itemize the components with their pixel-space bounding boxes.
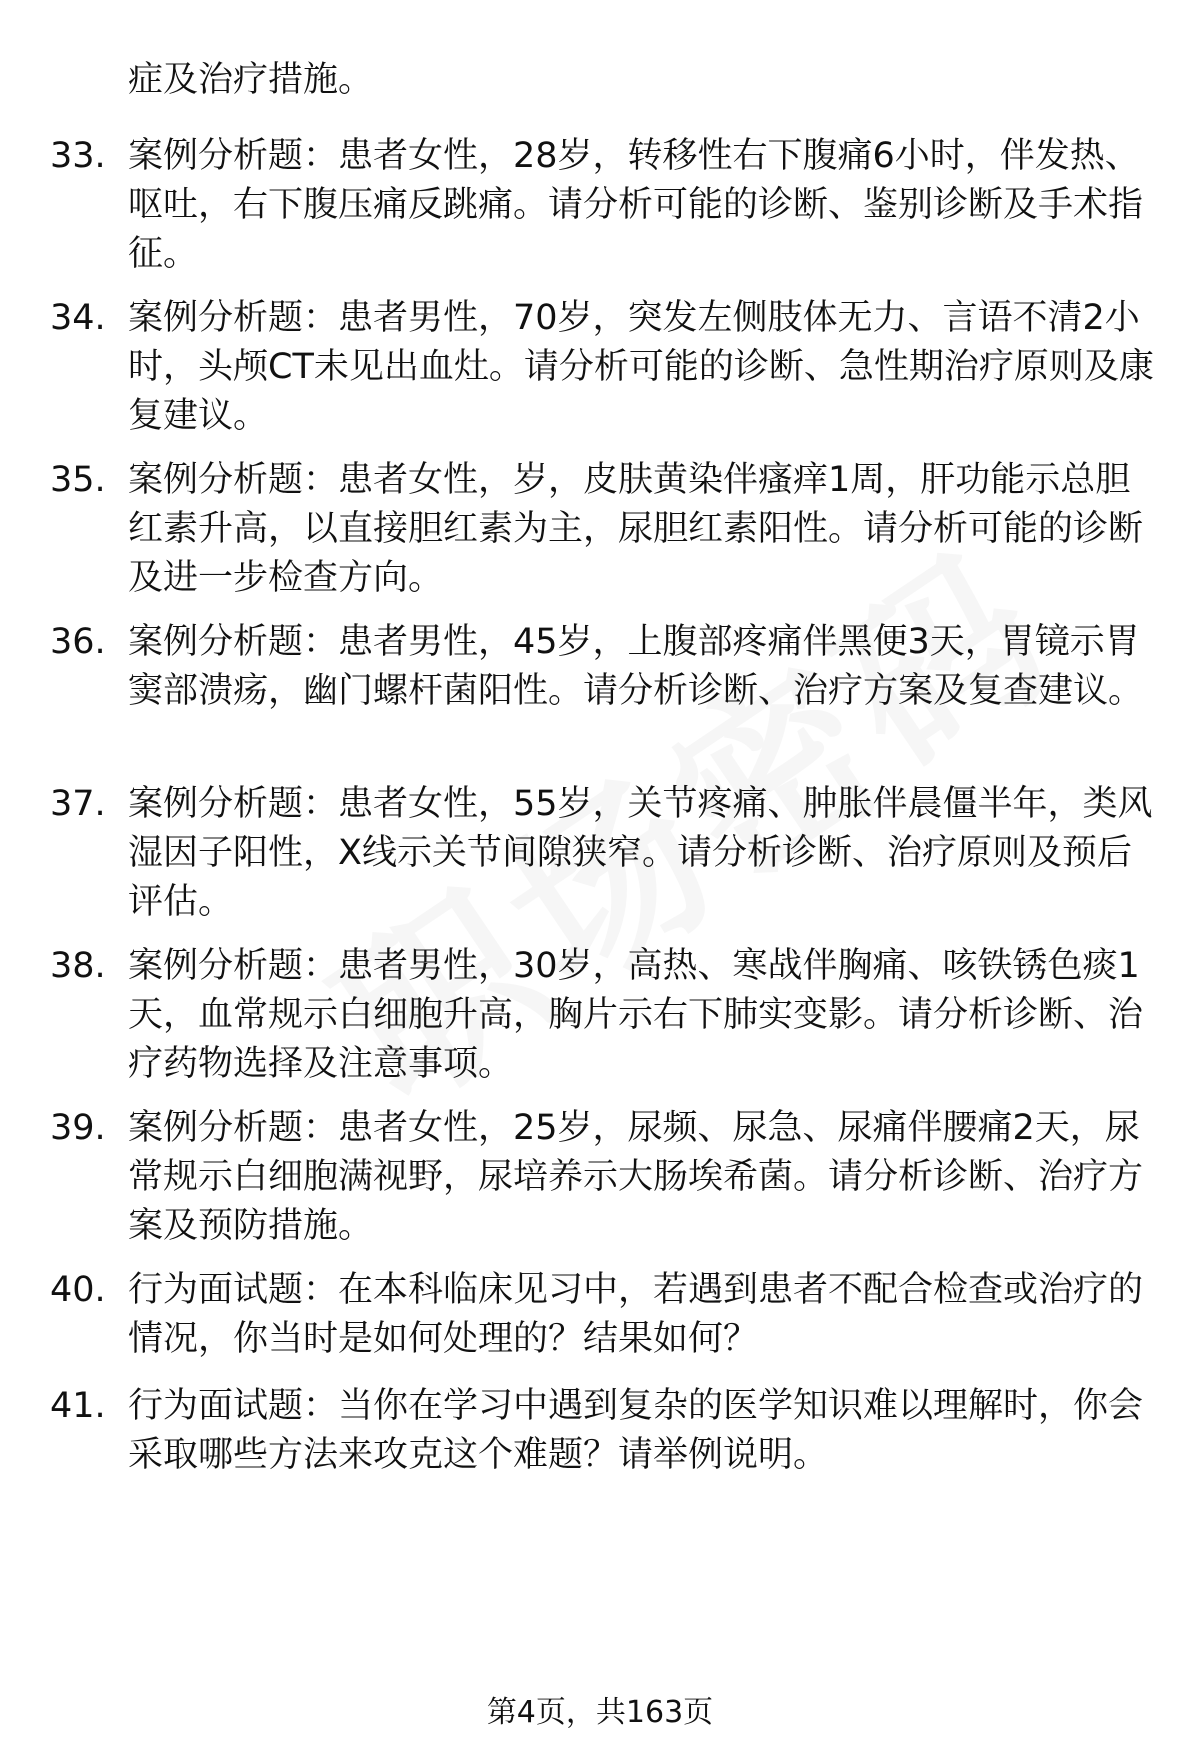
question-number: 36.	[50, 622, 106, 662]
question-number: 37.	[50, 784, 106, 824]
question-number: 38.	[50, 946, 106, 986]
question-text: 案例分析题：患者女性，岁，皮肤黄染伴瘙痒1周，肝功能示总胆红素升高，以直接胆红素为主，尿胆红素阳性。请分析可能的诊断及进一步检查方向。	[128, 460, 1144, 598]
question-number: 41.	[50, 1386, 106, 1426]
question-text: 案例分析题：患者男性，30岁，高热、寒战伴胸痛、咳铁锈色痰1天，血常规示白细胞升高，胸片示右下肺实变影。请分析诊断、治疗药物选择及注意事项。	[128, 946, 1144, 1084]
question-text: 案例分析题：患者男性，70岁，突发左侧肢体无力、言语不清2小时，头颅CT未见出血灶。请分析可能的诊断、急性期治疗原则及康复建议。	[128, 298, 1154, 436]
question-text: 案例分析题：患者女性，55岁，关节疼痛、肿胀伴晨僵半年，类风湿因子阳性，X线示关节间隙狭窄。请分析诊断、治疗原则及预后评估。	[128, 784, 1153, 922]
continuation-text: 症及治疗措施。	[128, 60, 374, 100]
question-item	[50, 780, 1160, 927]
question-number: 33.	[50, 136, 106, 176]
question-item	[50, 618, 1160, 716]
question-item	[50, 1382, 1160, 1480]
question-number: 40.	[50, 1270, 106, 1310]
page-footer: 第4页，共163页	[486, 1695, 714, 1730]
question-item	[50, 132, 1160, 279]
question-number: 34.	[50, 298, 106, 338]
question-item	[50, 294, 1160, 441]
question-text: 案例分析题：患者女性，28岁，转移性右下腹痛6小时，伴发热、呕吐，右下腹压痛反跳痛。请分析可能的诊断、鉴别诊断及手术指征。	[128, 136, 1144, 274]
question-item	[50, 1104, 1160, 1251]
question-item	[50, 1266, 1160, 1364]
question-text: 案例分析题：患者男性，45岁，上腹部疼痛伴黑便3天，胃镜示胃窦部溃疡，幽门螺杆菌阳性。请分析诊断、治疗方案及复查建议。	[128, 622, 1144, 711]
question-number: 39.	[50, 1108, 106, 1148]
question-item	[50, 942, 1160, 1089]
question-text: 行为面试题：当你在学习中遇到复杂的医学知识难以理解时，你会采取哪些方法来攻克这个难题？请举例说明。	[128, 1386, 1144, 1475]
question-text: 案例分析题：患者女性，25岁，尿频、尿急、尿痛伴腰痛2天，尿常规示白细胞满视野，尿培养示大肠埃希菌。请分析诊断、治疗方案及预防措施。	[128, 1108, 1144, 1246]
question-text: 行为面试题：在本科临床见习中，若遇到患者不配合检查或治疗的情况，你当时是如何处理的？结果如何？	[128, 1270, 1144, 1359]
question-number: 35.	[50, 460, 106, 500]
question-item	[50, 456, 1160, 603]
